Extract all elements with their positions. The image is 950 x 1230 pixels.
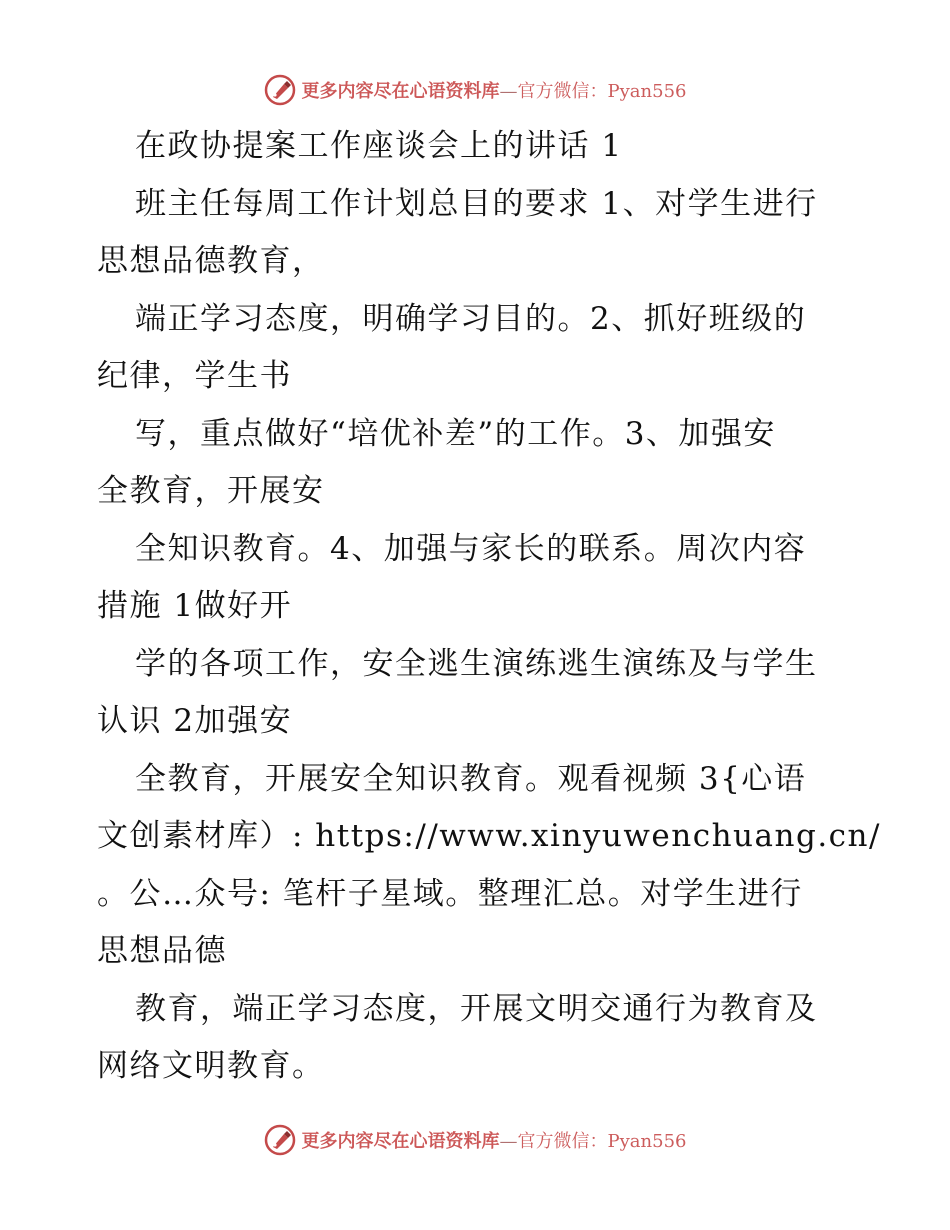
doc-line: 全教育，开展安全知识教育。观看视频 3{心语: [135, 760, 807, 797]
doc-line: 教育，端正学习态度，开展文明交通行为教育及: [135, 990, 818, 1027]
doc-line: 班主任每周工作计划总目的要求 1、对学生进行: [135, 185, 818, 222]
banner-site-text: 更多内容尽在心语资料库: [301, 81, 500, 102]
header-banner: [0, 70, 950, 110]
doc-line: 写，重点做好“培优补差”的工作。3、加强安: [135, 415, 776, 452]
doc-line: 措施 1做好开: [97, 588, 293, 624]
banner-separator: —: [499, 81, 518, 102]
footer-banner: [0, 1120, 950, 1160]
doc-line: 学的各项工作，安全逃生演练逃生演练及与学生: [135, 645, 818, 682]
doc-line: 思想品德教育，: [97, 243, 325, 279]
banner-wechat-text: 官方微信：Pyan556: [517, 1131, 687, 1152]
doc-line: 文创素材库）: https://www.xinyuwenchuang.cn/: [97, 818, 881, 854]
banner-separator: —: [499, 1131, 518, 1152]
doc-line: 网络文明教育。: [97, 1048, 325, 1084]
document-body: [97, 118, 881, 1096]
pen-nib-logo-icon: [264, 74, 296, 106]
doc-line: 。公…众号: 笔杆子星域。整理汇总。对学生进行: [97, 875, 803, 912]
doc-line: 全知识教育。4、加强与家长的联系。周次内容: [135, 530, 807, 567]
banner-wechat-text: 官方微信：Pyan556: [517, 81, 687, 102]
doc-line: 在政协提案工作座谈会上的讲话 1: [135, 128, 623, 164]
doc-line: 认识 2加强安: [97, 703, 293, 739]
pen-nib-logo-icon: [264, 1124, 296, 1156]
banner-site-text: 更多内容尽在心语资料库: [301, 1131, 500, 1152]
doc-line: 思想品德: [97, 933, 227, 969]
doc-line: 纪律，学生书: [97, 358, 292, 394]
doc-line: 端正学习态度，明确学习目的。2、抓好班级的: [135, 300, 807, 337]
doc-line: 全教育，开展安: [97, 473, 325, 509]
